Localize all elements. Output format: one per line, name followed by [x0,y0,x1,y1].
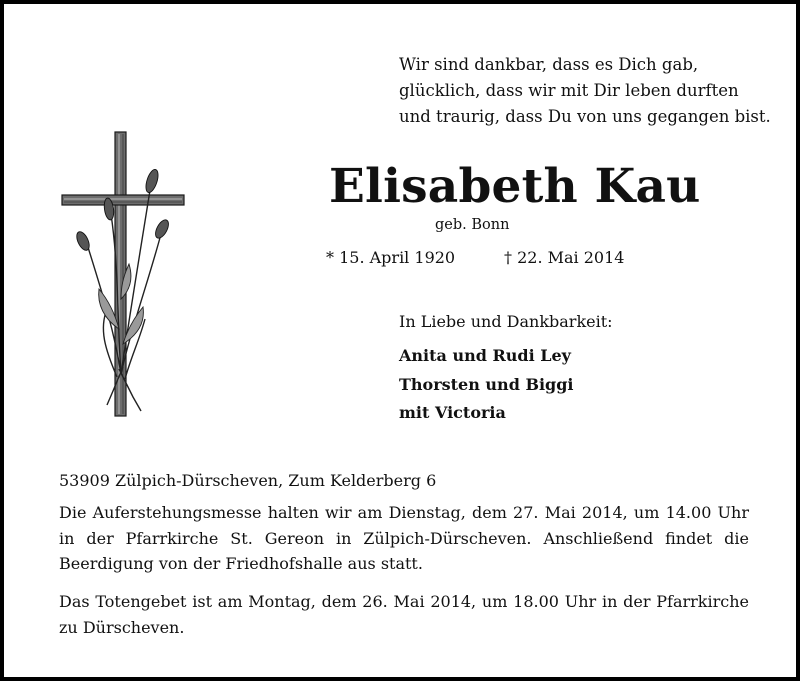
poem [399,52,771,130]
mourners-intro: In Liebe und Dankbarkeit: [399,312,613,331]
poem-line: und traurig, dass Du von uns gegangen bist. [399,107,771,126]
poem-line: glücklich, dass wir mit Dir leben durften [399,81,739,100]
mourner-name: Thorsten und Biggi [399,374,574,394]
mourner-name: Anita und Rudi Ley [399,346,571,365]
family-address: 53909 Zülpich-Dürscheven, Zum Kelderberg 6 [59,471,437,490]
deceased-name: Elisabeth Kau [329,159,701,214]
poem-line: Wir sind dankbar, dass es Dich gab, [399,55,699,74]
prayer-paragraph: Das Totengebet ist am Montag, dem 26. Mai 2014, um 18.00 Uhr in der Pfarrkirche zu Dürscheven. [59,592,749,637]
mourners-list [399,342,574,428]
cross-with-wheat-icon [59,129,189,423]
maiden-name: geb. Bonn [435,217,510,233]
death-date: † 22. Mai 2014 [504,248,625,267]
funeral-mass-paragraph: Die Auferstehungsmesse halten wir am Dienstag, dem 27. Mai 2014, um 14.00 Uhr in der Pfarrkirche St. Gereon in Zülpich-Dürscheven. Anschließend findet die Beerdigung von der Friedhofshalle aus statt. [59,503,749,573]
birth-date: * 15. April 1920 [326,248,456,267]
mourner-name: mit Victoria [399,403,506,422]
